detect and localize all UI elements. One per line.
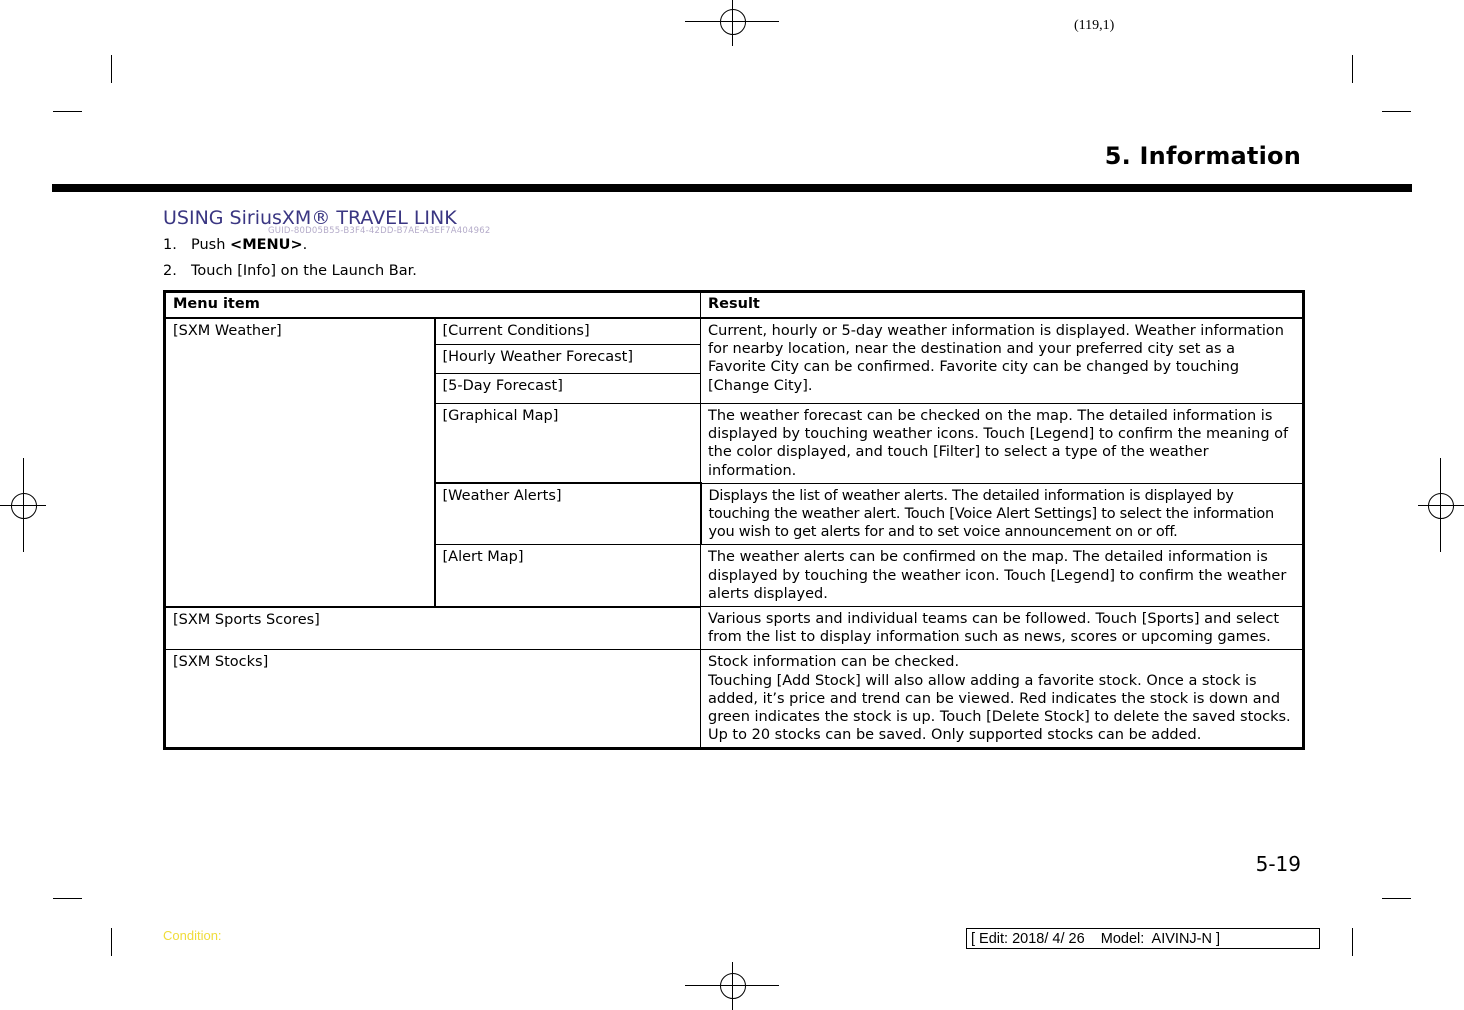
step-number: 2.	[163, 263, 177, 279]
edit-info-box: [ Edit: 2018/ 4/ 26 Model: AIVINJ-N ]	[966, 928, 1320, 949]
stocks-label: [SXM Stocks]	[165, 650, 701, 749]
stocks-result	[701, 650, 1304, 749]
alert-map-item: [Alert Map]	[435, 545, 701, 607]
step-1: 1. Push <MENU>.	[163, 237, 308, 253]
graphical-map-item: [Graphical Map]	[435, 404, 701, 484]
table-row	[165, 318, 1304, 345]
step-number: 1.	[163, 237, 177, 253]
weather-alerts-result: Displays the list of weather alerts. The detailed information is displayed by touching the weather alert. Touch [Voice Alert Settings] to select the information you wish to get alerts for and to set voice announcement on or off.	[701, 483, 1304, 545]
forecast-result: Current, hourly or 5-day weather information is displayed. Weather information for nearby location, near the destination and your preferred city set as a Favorite City can be confirmed. Favorite city can be changed by touching [Change City].	[701, 318, 1304, 404]
sports-scores-result: Various sports and individual teams can be followed. Touch [Sports] and select from the list to display information such as news, scores or upcoming games.	[701, 607, 1304, 650]
step-text: Touch [Info] on the Launch Bar.	[191, 263, 417, 279]
table-row	[165, 607, 1304, 650]
header-menu-item: Menu item	[165, 292, 701, 319]
header-rule	[52, 184, 1412, 192]
section-title: USING SiriusXM® TRAVEL LINK	[163, 207, 457, 229]
page-code: (119,1)	[1074, 18, 1115, 33]
sxm-weather-label: [SXM Weather]	[165, 318, 435, 607]
stocks-result-line-1: Stock information can be checked.	[708, 654, 960, 671]
header-result: Result	[701, 292, 1304, 319]
menu-table	[163, 290, 1305, 750]
chapter-title: 5. Information	[1104, 142, 1301, 170]
hourly-forecast-item: [Hourly Weather Forecast]	[435, 345, 701, 374]
current-conditions-item: [Current Conditions]	[435, 318, 701, 345]
alert-map-result: The weather alerts can be confirmed on the map. The detailed information is displayed by touching the weather icon. Touch [Legend] to confirm the weather alerts displayed.	[701, 545, 1304, 607]
sports-scores-label: [SXM Sports Scores]	[165, 607, 701, 650]
page-number: 5-19	[1255, 852, 1301, 876]
step-text: Push	[191, 237, 231, 253]
table-header-row	[165, 292, 1304, 319]
five-day-forecast-item: [5-Day Forecast]	[435, 374, 701, 404]
menu-key: <MENU>	[230, 237, 303, 253]
stocks-result-line-2: Touching [Add Stock] will also allow adding a favorite stock. Once a stock is added, it’s price and trend can be viewed. Red indicates the stock is down and green indicates the stock is up. Touch [Delete Stock] to delete the saved stocks. Up to 20 stocks can be saved. Only supported stocks can be added.	[708, 672, 1291, 744]
step-2	[163, 263, 417, 279]
table-row	[165, 650, 1304, 749]
condition-label: Condition:	[163, 928, 222, 943]
weather-alerts-item: [Weather Alerts]	[435, 483, 701, 545]
guid-label: GUID-80D05B55-B3F4-42DD-B7AE-A3EF7A404962	[268, 226, 491, 236]
graphical-map-result: The weather forecast can be checked on the map. The detailed information is displayed by touching weather icons. Touch [Legend] to confirm the meaning of the color displayed, and touch [Filter] to select a type of the weather information.	[701, 404, 1304, 484]
